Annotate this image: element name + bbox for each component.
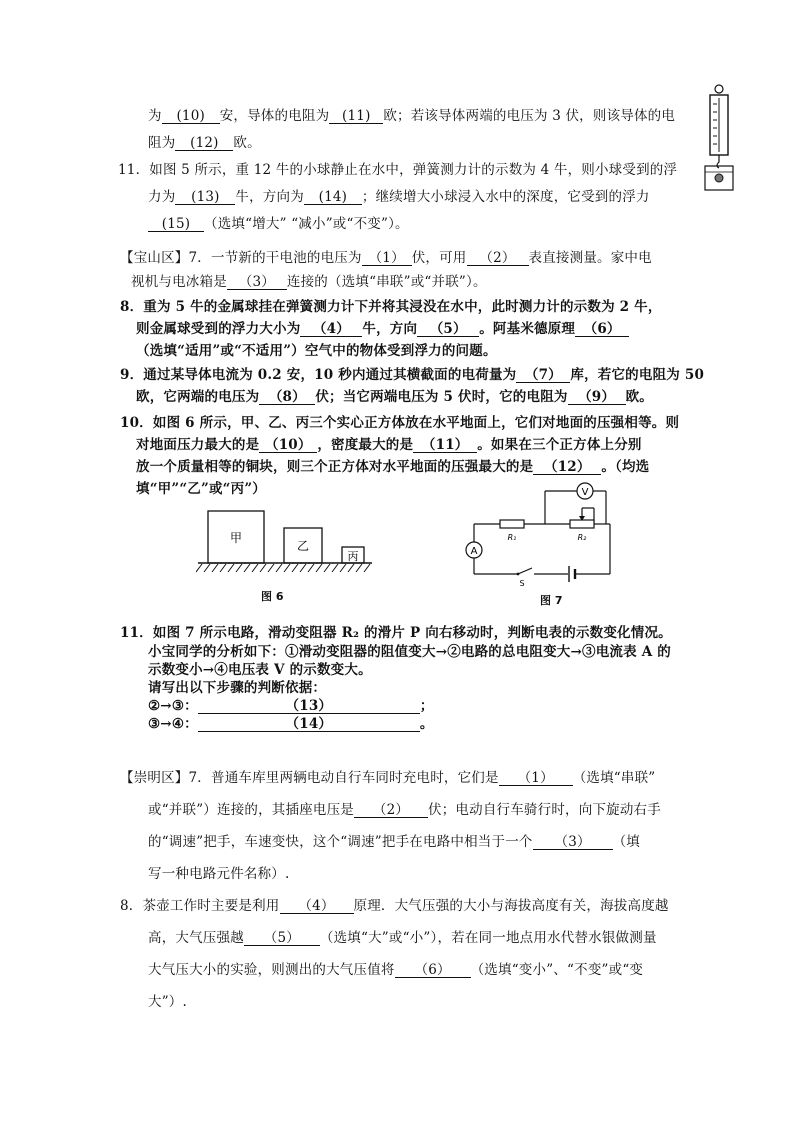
baoshan-q11-line-5: ②→③： （13） ； [148, 698, 434, 714]
baoshan-q9-line-2: 欧，它两端的电压为 （8） 伏；当它两端电压为 5 伏时，它的电阻为 （9） 欧。 [136, 389, 654, 405]
bs-blank-12[interactable]: （12） [533, 460, 601, 475]
label-jia: 甲 [229, 531, 243, 545]
baoshan-q7-line-2: 视机与电冰箱是 （3） 连接的（选填“串联”或“并联”）。 [131, 274, 487, 290]
top-q11-line-2: 力为 (13) 牛，方向为 (14) ；继续增大小球浸入水中的深度，它受到的浮力 [148, 189, 650, 205]
spring-scale-figure [700, 82, 740, 194]
baoshan-q10-line-1: 10．如图 6 所示，甲、乙、丙三个实心正方体放在水平地面上，它们对地面的压强相等。则 [120, 415, 680, 431]
bs-blank-7[interactable]: （7） [516, 368, 570, 383]
baoshan-q11-line-3: 示数变小→④电压表 V 的示数变大。 [148, 662, 372, 678]
baoshan-q10-line-2: 对地面压力最大的是 （10） ，密度最大的是 （11） 。如果在三个正方体上分别 [136, 437, 642, 453]
label-bing: 丙 [347, 550, 359, 563]
cm-blank-4[interactable]: （4） [280, 899, 354, 914]
r2-label: R₂ [577, 533, 587, 542]
bs-blank-1[interactable]: （1） [362, 251, 412, 266]
baoshan-q7-line-1: 【宝山区】7．一节新的干电池的电压为 （1） 伏，可用 （2） 表直接测量。家中电 [120, 250, 652, 266]
bs-blank-11[interactable]: （11） [413, 438, 477, 453]
baoshan-q11-line-2: 小宝同学的分析如下：①滑动变阻器的阻值变大→②电路的总电阻变大→③电流表 A 的 [148, 644, 671, 660]
baoshan-q9-line-1: 9．通过某导体电流为 0.2 安，10 秒内通过其横截面的电荷量为 （7） 库，若它的电阻为 50 [120, 367, 705, 383]
baoshan-q10-line-3: 放一个质量相等的铜块，则三个正方体对水平地面的压强最大的是 （12） 。（均选 [136, 459, 650, 475]
chongming-q7-line-3: 的“调速”把手，车速变快，这个“调速”把手在电路中相当于一个 （3） （填 [148, 834, 641, 850]
top-q11-line-1: 11．如图 5 所示，重 12 牛的小球静止在水中，弹簧测力计的示数为 4 牛，则小球受到的浮 [118, 162, 678, 178]
top-q11-line-3: (15) （选填“增大” “减小”或“不变”）。 [148, 212, 409, 232]
figure-6 [196, 505, 376, 577]
cm-blank-5[interactable]: （5） [244, 931, 320, 946]
r1-label: R₁ [507, 533, 517, 542]
chongming-q8-line-1: 8．茶壶工作时主要是利用 （4） 原理．大气压强的大小与海拔高度有关，海拔高度越 [120, 898, 669, 914]
bs-blank-10[interactable]: （10） [259, 438, 317, 453]
top-line-2: 阻为 (12) 欧。 [148, 135, 261, 151]
baoshan-q11-line-6: ③→④： （14） 。 [148, 716, 434, 732]
blank-12[interactable]: (12) [175, 136, 233, 151]
chongming-q7-line-1: 【崇明区】7．普通车库里两辆电动自行车同时充电时，它们是 （1） （选填“串联” [120, 770, 656, 786]
cm-blank-6[interactable]: （6） [395, 963, 471, 978]
label-yi: 乙 [296, 539, 310, 553]
blank-10[interactable]: (10) [162, 109, 220, 124]
cm-blank-1[interactable]: （1） [499, 771, 573, 786]
figure-7-circuit [460, 480, 620, 588]
switch-label: S [519, 579, 525, 588]
chongming-q8-line-3: 大气压大小的实验，则测出的大气压值将 （6） （选填“变小”、“不变”或“变 [148, 962, 644, 978]
chongming-q8-line-2: 高，大气压强越 （5） （选填“大”或“小”），若在同一地点用水代替水银做测量 [148, 930, 657, 946]
baoshan-q11-line-1: 11．如图 7 所示电路，滑动变阻器 R₂ 的滑片 P 向右移动时，判断电表的示数变化情况。 [120, 625, 672, 641]
chongming-q7-line-4: 写一种电路元件名称）. [148, 866, 290, 882]
voltmeter-label: V [581, 487, 589, 498]
chongming-q7-line-2: 或“并联”）连接的，其插座电压是 （2） 伏；电动自行车骑行时，向下旋动右手 [148, 802, 661, 818]
rheostat-r2 [570, 520, 594, 528]
blank-15[interactable]: (15) [148, 217, 204, 232]
bs-blank-5[interactable]: （5） [417, 322, 479, 337]
baoshan-q8-line-3: （选填“适用”或“不适用”）空气中的物体受到浮力的问题。 [136, 343, 497, 359]
baoshan-q11-line-4: 请写出以下步骤的判断依据： [148, 680, 327, 696]
baoshan-q10-line-4: 填“甲”“乙”或“丙”） [136, 481, 266, 497]
bs-blank-14[interactable]: （14） [198, 717, 420, 732]
bs-blank-4[interactable]: （4） [300, 322, 362, 337]
baoshan-q8-line-1: 8．重为 5 牛的金属球挂在弹簧测力计下并将其浸没在水中，此时测力计的示数为 2 牛， [120, 299, 662, 315]
bs-blank-8[interactable]: （8） [259, 390, 315, 405]
resistor-r1 [500, 520, 524, 528]
figure-6-caption: 图 6 [261, 590, 284, 603]
cm-blank-2[interactable]: （2） [354, 803, 428, 818]
bs-blank-9[interactable]: （9） [568, 390, 626, 405]
figure-7-caption: 图 7 [540, 594, 563, 607]
baoshan-q8-line-2: 则金属球受到的浮力大小为 （4） 牛，方向 （5） 。阿基米德原理 （6） [136, 317, 629, 337]
blank-11[interactable]: (11) [329, 109, 383, 124]
bs-blank-13[interactable]: （13） [198, 699, 420, 714]
cm-blank-3[interactable]: （3） [533, 835, 613, 850]
top-line-1: 为 (10) 安，导体的电阻为 (11) 欧；若该导体两端的电压为 3 伏，则该导体的电 [148, 108, 676, 124]
bs-blank-2[interactable]: （2） [467, 251, 529, 266]
bs-blank-6[interactable]: （6） [575, 322, 629, 337]
ammeter-label: A [470, 546, 478, 557]
bs-blank-3[interactable]: （3） [227, 275, 287, 290]
blank-13[interactable]: (13) [175, 190, 235, 205]
chongming-q8-line-4: 大”）. [148, 994, 187, 1010]
blank-14[interactable]: (14) [304, 190, 362, 205]
